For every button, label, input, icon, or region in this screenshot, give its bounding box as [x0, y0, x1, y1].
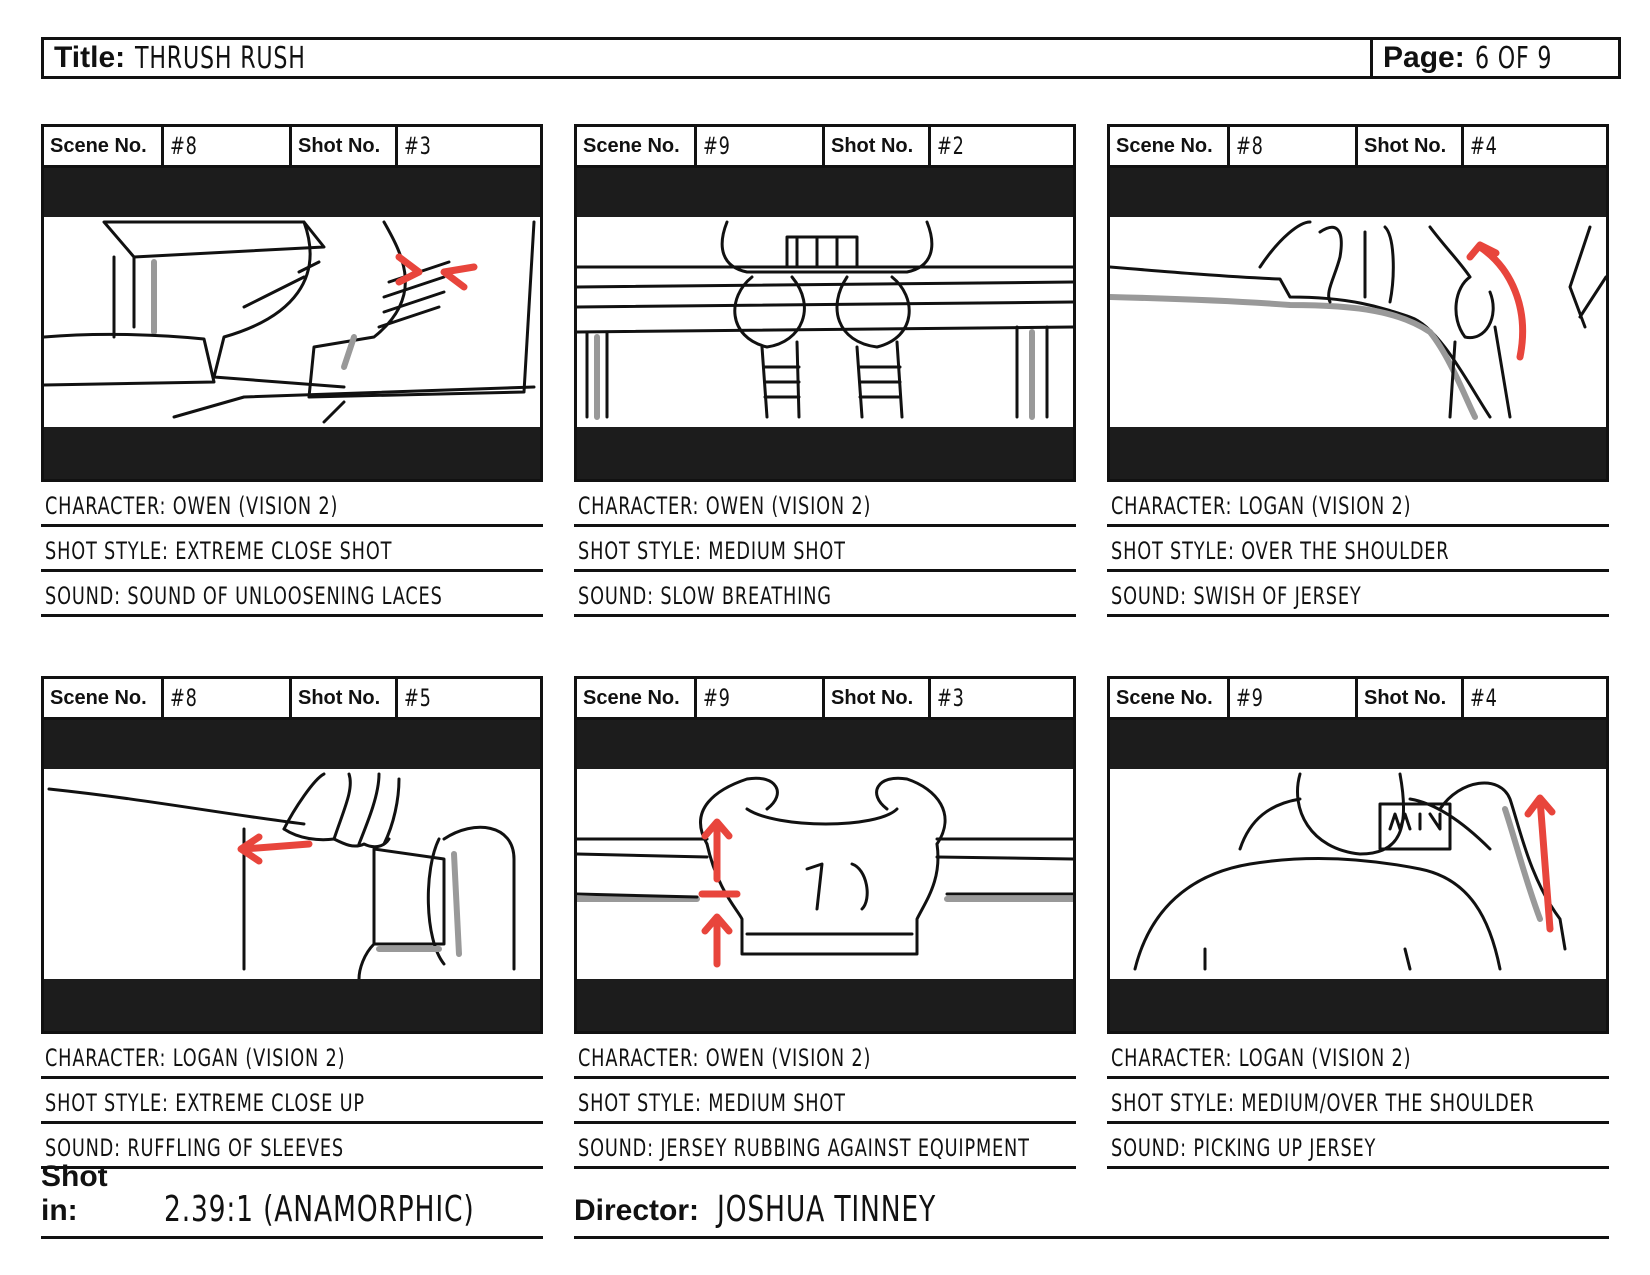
- character-value: OWEN (VISION 2): [172, 492, 339, 520]
- shot-number: #3: [937, 684, 965, 712]
- sound-line: SOUND: SWISH OF JERSEY: [1107, 572, 1609, 617]
- shot-style-line: SHOT STYLE: EXTREME CLOSE SHOT: [41, 527, 543, 572]
- scene-number: #8: [1236, 132, 1264, 160]
- shot-style-value: MEDIUM SHOT: [708, 1089, 846, 1117]
- panel-frame: [41, 720, 543, 1034]
- sound-value: SOUND OF UNLOOSENING LACES: [127, 582, 443, 610]
- sketch-sleeve-closeup: [44, 769, 540, 979]
- sound-value: SWISH OF JERSEY: [1193, 582, 1362, 610]
- sound-line: SOUND: RUFFLING OF SLEEVES: [41, 1124, 543, 1169]
- sketch-skates-laces: [44, 217, 540, 427]
- shot-style-line: SHOT STYLE: EXTREME CLOSE UP: [41, 1079, 543, 1124]
- title-bar: [41, 37, 1621, 79]
- page-value: 6 OF 9: [1474, 40, 1552, 76]
- sound-line: SOUND: SLOW BREATHING: [574, 572, 1076, 617]
- title-field: [44, 40, 1370, 76]
- character-value: LOGAN (VISION 2): [1238, 1044, 1412, 1072]
- panel-frame: [574, 720, 1076, 1034]
- scene-label: Scene No.: [1116, 686, 1213, 709]
- shot-in-field: [41, 1160, 543, 1239]
- sound-value: PICKING UP JERSEY: [1193, 1134, 1377, 1162]
- shot-style-value: EXTREME CLOSE SHOT: [175, 537, 393, 565]
- storyboard-panel-4: [41, 676, 543, 1169]
- shot-label: Shot No.: [1364, 686, 1447, 709]
- scene-label: Scene No.: [50, 134, 147, 157]
- storyboard-panel-1: [41, 124, 543, 617]
- shot-label: Shot No.: [1364, 134, 1447, 157]
- shot-in-label: Shot in:: [41, 1160, 108, 1227]
- shot-style-line: SHOT STYLE: MEDIUM/OVER THE SHOULDER: [1107, 1079, 1609, 1124]
- storyboard-panel-5: [574, 676, 1076, 1169]
- scene-number: #8: [170, 132, 198, 160]
- panel-header: [1107, 676, 1609, 720]
- shot-label: Shot No.: [298, 686, 381, 709]
- character-value: LOGAN (VISION 2): [172, 1044, 346, 1072]
- character-value: OWEN (VISION 2): [705, 1044, 872, 1072]
- character-line: CHARACTER: LOGAN (VISION 2): [41, 1034, 543, 1079]
- page-label: Page:: [1383, 41, 1465, 74]
- panel-header: [574, 124, 1076, 168]
- shot-label: Shot No.: [831, 686, 914, 709]
- shot-style-value: EXTREME CLOSE UP: [175, 1089, 365, 1117]
- shot-style-line: SHOT STYLE: MEDIUM SHOT: [574, 527, 1076, 572]
- director-label: Director:: [574, 1194, 700, 1227]
- shot-number: #2: [937, 132, 965, 160]
- sketch-seated-player: [577, 217, 1073, 427]
- shot-style-value: MEDIUM/OVER THE SHOULDER: [1241, 1089, 1535, 1117]
- panel-header: [41, 676, 543, 720]
- shot-style-line: SHOT STYLE: MEDIUM SHOT: [574, 1079, 1076, 1124]
- shot-label: Shot No.: [831, 134, 914, 157]
- page-field: [1370, 40, 1618, 76]
- storyboard-panel-6: [1107, 676, 1609, 1169]
- panel-frame: [1107, 168, 1609, 482]
- storyboard-panel-3: [1107, 124, 1609, 617]
- shot-label: Shot No.: [298, 134, 381, 157]
- storyboard-panel-2: [574, 124, 1076, 617]
- director-value: JOSHUA TINNEY: [717, 1189, 937, 1230]
- scene-label: Scene No.: [583, 134, 680, 157]
- shot-number: #3: [404, 132, 432, 160]
- scene-number: #9: [703, 132, 731, 160]
- character-line: CHARACTER: OWEN (VISION 2): [41, 482, 543, 527]
- sketch-picking-jersey: [1110, 769, 1606, 979]
- scene-number: #9: [703, 684, 731, 712]
- shot-in-value: 2.39:1 (ANAMORPHIC): [164, 1189, 475, 1230]
- panel-header: [574, 676, 1076, 720]
- scene-number: #8: [170, 684, 198, 712]
- character-line: CHARACTER: OWEN (VISION 2): [574, 1034, 1076, 1079]
- director-field: [574, 1175, 1609, 1239]
- character-line: CHARACTER: LOGAN (VISION 2): [1107, 1034, 1609, 1079]
- panel-header: [41, 124, 543, 168]
- scene-label: Scene No.: [583, 686, 680, 709]
- title-value: THRUSH RUSH: [135, 40, 306, 76]
- scene-label: Scene No.: [50, 686, 147, 709]
- sound-value: JERSEY RUBBING AGAINST EQUIPMENT: [660, 1134, 1030, 1162]
- sound-value: SLOW BREATHING: [660, 582, 832, 610]
- character-line: CHARACTER: OWEN (VISION 2): [574, 482, 1076, 527]
- character-value: OWEN (VISION 2): [705, 492, 872, 520]
- sketch-jersey-hang: [1110, 217, 1606, 427]
- sound-line: SOUND: SOUND OF UNLOOSENING LACES: [41, 572, 543, 617]
- character-line: CHARACTER: LOGAN (VISION 2): [1107, 482, 1609, 527]
- shot-number: #4: [1470, 684, 1498, 712]
- shot-number: #5: [404, 684, 432, 712]
- panel-header: [1107, 124, 1609, 168]
- shot-style-value: OVER THE SHOULDER: [1241, 537, 1450, 565]
- sketch-jersey-pull: [577, 769, 1073, 979]
- panel-frame: [41, 168, 543, 482]
- panel-frame: [574, 168, 1076, 482]
- scene-number: #9: [1236, 684, 1264, 712]
- panel-frame: [1107, 720, 1609, 1034]
- sound-line: SOUND: PICKING UP JERSEY: [1107, 1124, 1609, 1169]
- shot-number: #4: [1470, 132, 1498, 160]
- title-label: Title:: [54, 41, 126, 74]
- scene-label: Scene No.: [1116, 134, 1213, 157]
- character-value: LOGAN (VISION 2): [1238, 492, 1412, 520]
- shot-style-value: MEDIUM SHOT: [708, 537, 846, 565]
- sound-line: SOUND: JERSEY RUBBING AGAINST EQUIPMENT: [574, 1124, 1076, 1169]
- sound-value: RUFFLING OF SLEEVES: [127, 1134, 344, 1162]
- shot-style-line: SHOT STYLE: OVER THE SHOULDER: [1107, 527, 1609, 572]
